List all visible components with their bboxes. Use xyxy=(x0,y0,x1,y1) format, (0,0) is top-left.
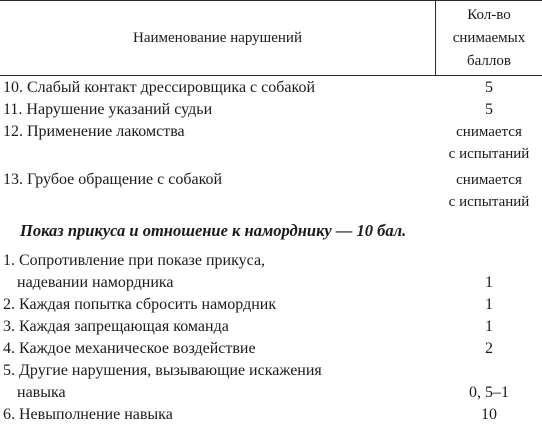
header-count-line: снимаемых xyxy=(452,30,526,46)
violation-name: 11. Нарушение указаний судьи xyxy=(3,101,213,118)
violation-name: 3. Каждая запрещающая команда xyxy=(3,318,229,335)
table-row xyxy=(0,316,542,338)
violations-section-1 xyxy=(0,77,542,217)
section-subheading: Показ прикуса и отношение к наморднику — 10 бал. xyxy=(20,221,407,240)
violation-points: 10 xyxy=(481,406,497,423)
header-name-column: Наименование нарушений xyxy=(133,29,302,46)
violation-points: 0, 5–1 xyxy=(469,384,509,401)
violation-points: 5 xyxy=(485,79,493,96)
violation-name-line: 1. Сопротивление при показе прикуса, xyxy=(3,252,266,269)
table-row xyxy=(0,77,542,99)
violation-points-line: снимается xyxy=(456,124,522,140)
violation-points-line: с испытаний xyxy=(448,194,530,210)
violation-name-line: надевании намордника xyxy=(17,274,174,291)
violation-points: 5 xyxy=(485,101,493,118)
violation-points: 1 xyxy=(485,274,493,291)
violation-name: 6. Невыполнение навыка xyxy=(3,406,173,423)
violations-section-2 xyxy=(0,250,542,426)
table-header xyxy=(0,0,542,76)
header-count-column xyxy=(436,4,542,73)
table-row xyxy=(0,294,542,316)
header-count-line: баллов xyxy=(467,53,511,69)
violation-points: 2 xyxy=(485,340,493,357)
violation-points: 1 xyxy=(485,318,493,335)
violation-name: 4. Каждое механическое воздействие xyxy=(3,340,256,357)
table-row xyxy=(0,250,542,294)
violation-points-line: с испытаний xyxy=(448,146,530,162)
violation-points-line: снимается xyxy=(456,172,522,188)
table-row xyxy=(0,404,542,426)
table-row xyxy=(0,360,542,404)
violation-name: 13. Грубое обращение с собакой xyxy=(3,171,223,188)
table-row xyxy=(0,121,542,169)
violation-name: 2. Каждая попытка сбросить намордник xyxy=(3,296,277,313)
table-row xyxy=(0,99,542,121)
violation-name: 10. Слабый контакт дрессировщика с собакой xyxy=(3,79,316,96)
table-row xyxy=(0,338,542,360)
violation-name-line: навыка xyxy=(17,384,66,401)
violation-name-line: 5. Другие нарушения, вызывающие искажения xyxy=(3,362,322,379)
violation-name: 12. Применение лакомства xyxy=(3,123,185,140)
table-row xyxy=(0,169,542,217)
violation-points: 1 xyxy=(485,296,493,313)
header-count-line: Кол-во xyxy=(467,7,511,23)
